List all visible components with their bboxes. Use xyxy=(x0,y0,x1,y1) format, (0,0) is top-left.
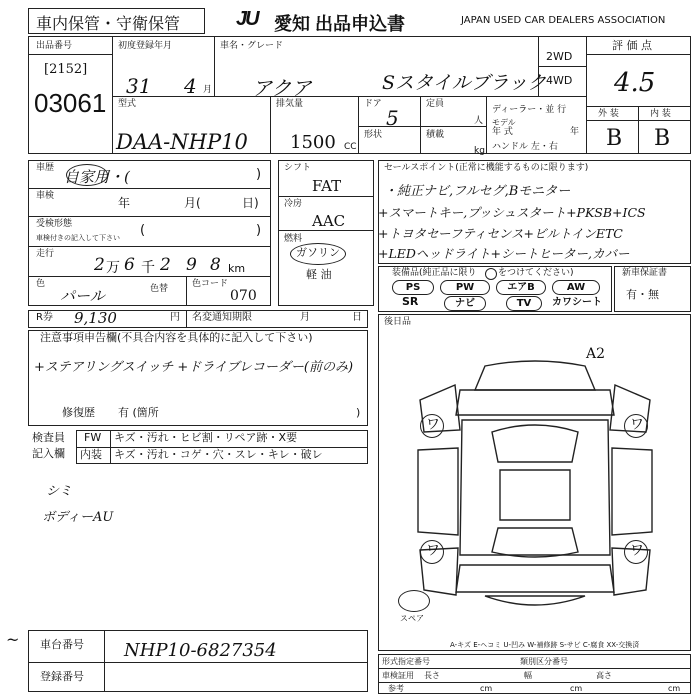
inspector-label-1: 検査員 xyxy=(32,431,65,444)
equipment-item: PW xyxy=(440,280,490,295)
form-number-label: 形式指定番号 xyxy=(382,657,430,666)
cooler-value: AAC xyxy=(312,212,346,230)
sales-point-line: ・純正ナビ,フルセグ,Bモニター xyxy=(384,184,571,199)
margin-mark: ~ xyxy=(6,630,20,649)
load-unit: kg xyxy=(474,146,485,156)
certificate-label: 車検証用 xyxy=(382,671,414,680)
mileage-d2: 6 xyxy=(124,255,135,275)
color-code-value: 070 xyxy=(230,288,257,304)
header-title-left: 車内保管・守衛保管 xyxy=(36,16,181,33)
spare-label: スペア xyxy=(400,614,424,623)
load-label: 積載 xyxy=(426,130,445,140)
spare-tire-icon xyxy=(398,590,430,612)
drive-4wd: 4WD xyxy=(546,74,573,87)
shape-label: 形状 xyxy=(364,130,383,140)
inspection-label: 車検 xyxy=(36,191,55,201)
class-number-label: 類別区分番号 xyxy=(520,657,568,666)
diagram-legend: A-キズ E-ヘコミ U-凹み W-補修跡 S-サビ C-腐食 XX-交換済 xyxy=(450,641,640,649)
interior-grade-value: B xyxy=(654,126,671,151)
drive-2wd: 2WD xyxy=(546,50,573,63)
equipment-mark-circle xyxy=(485,268,497,280)
displacement-label: 排気量 xyxy=(276,99,304,109)
receipt-open: ( xyxy=(140,223,146,238)
shift-label: シフト xyxy=(284,163,312,173)
mileage-d5: 8 xyxy=(210,255,221,275)
dealer-year-label: 年 式 xyxy=(492,127,513,137)
sales-point-line: +スマートキー,プッシュスタート+PKSB+ICS xyxy=(378,205,646,220)
rating-value: 4.5 xyxy=(614,68,656,98)
inspector-row1-tag: FW xyxy=(84,431,102,444)
equipment-label2: をつけてください) xyxy=(498,268,574,278)
color-label: 色 xyxy=(36,279,46,289)
dealer-label: ディーラー・並 行 xyxy=(492,105,567,115)
fuel-option-gas: ガソリン xyxy=(296,246,340,259)
reference-label: 参考 xyxy=(388,684,404,693)
lot-bracket-number: [2152] xyxy=(44,62,88,77)
handle-label: ハンドル 左・右 xyxy=(492,142,558,152)
mileage-d1: 2 xyxy=(94,255,105,275)
history-close: ) xyxy=(256,167,262,182)
inspector-remark: ボディーAU xyxy=(42,510,114,525)
shift-value: FAT xyxy=(312,177,342,195)
mileage-unit: km xyxy=(228,262,246,275)
dealer-model-label: モデル xyxy=(492,118,516,127)
exterior-label: 外 装 xyxy=(598,109,619,119)
inspection-year: 年 xyxy=(118,196,131,210)
color-value: パール xyxy=(60,287,105,305)
chassis-value: NHP10-6827354 xyxy=(124,640,277,661)
recycle-label: R券 xyxy=(36,312,53,323)
mileage-d4: 9 xyxy=(186,255,197,275)
inspector-label-2: 記入欄 xyxy=(32,447,65,460)
inspection-month: 月( xyxy=(184,196,201,210)
tire-mark-front-right-label: ワ xyxy=(630,417,644,433)
cm-unit: cm xyxy=(480,684,493,693)
sales-point-line: +トヨタセーフティセンス+ビルトインETC xyxy=(378,226,623,241)
lot-label: 出品番号 xyxy=(36,41,73,51)
diagram-top-mark: A2 xyxy=(586,346,606,362)
name-change-month: 月 xyxy=(300,312,310,323)
receipt-note: 車検付きの記入して下さい xyxy=(36,234,120,242)
equipment-item: TV xyxy=(506,296,542,311)
capacity-label: 定員 xyxy=(426,99,445,109)
rating-label: 評 価 点 xyxy=(612,39,652,52)
equipment-item-plain: SR xyxy=(402,295,419,308)
plate-label: 登録番号 xyxy=(40,670,84,683)
inspection-day: 日) xyxy=(242,196,259,210)
doors-label: ドア xyxy=(364,99,382,109)
rear-seat-label: 後日品 xyxy=(384,317,412,327)
header-title-main: 愛知 出品申込書 xyxy=(274,14,406,34)
cooler-label: 冷房 xyxy=(284,199,303,209)
notes-value: +ステアリングスイッチ +ドライブレコーダー(前のみ) xyxy=(34,360,354,375)
registration-month: 4 xyxy=(184,74,197,98)
history-circle xyxy=(66,164,108,186)
fuel-option-diesel: 軽 油 xyxy=(306,268,332,281)
history-label: 車歴 xyxy=(36,163,55,173)
equipment-item: エアB xyxy=(496,280,546,295)
repair-label: 修復歴 xyxy=(62,406,95,419)
car-diagram xyxy=(400,360,670,620)
history-value: 自家用・( xyxy=(64,168,130,186)
registration-year: 31 xyxy=(126,74,152,98)
inspector-row2-tag: 内装 xyxy=(80,448,102,461)
registration-month-unit: 月 xyxy=(203,85,213,95)
mileage-d3: 2 xyxy=(160,255,171,275)
receipt-close: ) xyxy=(256,223,262,238)
registration-label: 初度登録年月 xyxy=(118,41,173,51)
mileage-label: 走行 xyxy=(36,249,55,259)
repair-option: 有 (箇所 xyxy=(118,406,159,419)
interior-label: 内 装 xyxy=(650,109,671,119)
model-name: アクア xyxy=(252,76,312,100)
type-value: DAA-NHP10 xyxy=(116,130,248,154)
displacement-value: 1500 xyxy=(290,132,336,153)
inspector-row1: キズ・汚れ・ヒビ割・リペア跡・X要 xyxy=(114,431,298,444)
header-title-en: JAPAN USED CAR DEALERS ASSOCIATION xyxy=(461,15,666,26)
equipment-label: 装備品(純正品に限り xyxy=(392,268,477,278)
doors-value: 5 xyxy=(386,106,399,130)
receipt-label: 受検形態 xyxy=(36,219,73,229)
equipment-item: PS xyxy=(392,280,434,295)
inspector-remark: シミ xyxy=(46,484,73,499)
equipment-item: ナビ xyxy=(444,296,486,311)
inspector-row2: キズ・汚れ・コゲ・穴・スレ・キレ・破レ xyxy=(114,448,323,461)
cm-unit: cm xyxy=(668,684,681,693)
dealer-year-unit: 年 xyxy=(570,127,580,137)
recycle-value: 9,130 xyxy=(74,309,117,327)
height-label: 高さ xyxy=(596,671,612,680)
mileage-u1: 万 xyxy=(106,260,120,276)
tire-mark-front-left-label: ワ xyxy=(426,417,440,433)
chassis-label: 車台番号 xyxy=(40,638,84,651)
color-code-label: 色コード xyxy=(192,279,229,289)
model-label: 車名・グレード xyxy=(220,41,284,51)
sales-points-label: セールスポイント(正常に機能するものに限ります) xyxy=(384,163,589,173)
equipment-item: AW xyxy=(552,280,600,295)
exterior-grade-value: B xyxy=(606,126,623,151)
tire-mark-rear-right-label: ワ xyxy=(630,543,644,559)
notes-label: 注意事項申告欄(不具合内容を具体的に記入して下さい) xyxy=(40,331,313,344)
fuel-label: 燃料 xyxy=(284,234,303,244)
equipment-item-plain: カワシート xyxy=(552,297,602,308)
repair-close: ) xyxy=(356,406,361,419)
recycle-unit: 円 xyxy=(170,312,180,323)
sales-point-line: +LEDヘッドライト+シートヒーター,カバー xyxy=(378,246,630,261)
warranty-label: 新車保証書 xyxy=(622,268,668,278)
name-change-day: 日 xyxy=(352,312,362,323)
model-grade: Sスタイルブラック xyxy=(382,72,547,94)
displacement-unit: CC xyxy=(344,142,357,152)
color-change-label: 色替 xyxy=(150,284,169,294)
warranty-options: 有・無 xyxy=(626,288,659,301)
cm-unit: cm xyxy=(570,684,583,693)
mileage-u2: 千 xyxy=(141,260,155,276)
tire-mark-rear-left-label: ワ xyxy=(426,543,440,559)
lot-number: 03061 xyxy=(34,88,107,118)
width-label: 幅 xyxy=(524,671,532,680)
type-label: 型式 xyxy=(118,99,137,109)
ju-logo: JU xyxy=(236,8,258,30)
length-label: 長さ xyxy=(424,671,440,680)
name-change-label: 名変通知期限 xyxy=(192,312,252,323)
capacity-unit: 人 xyxy=(474,116,484,126)
